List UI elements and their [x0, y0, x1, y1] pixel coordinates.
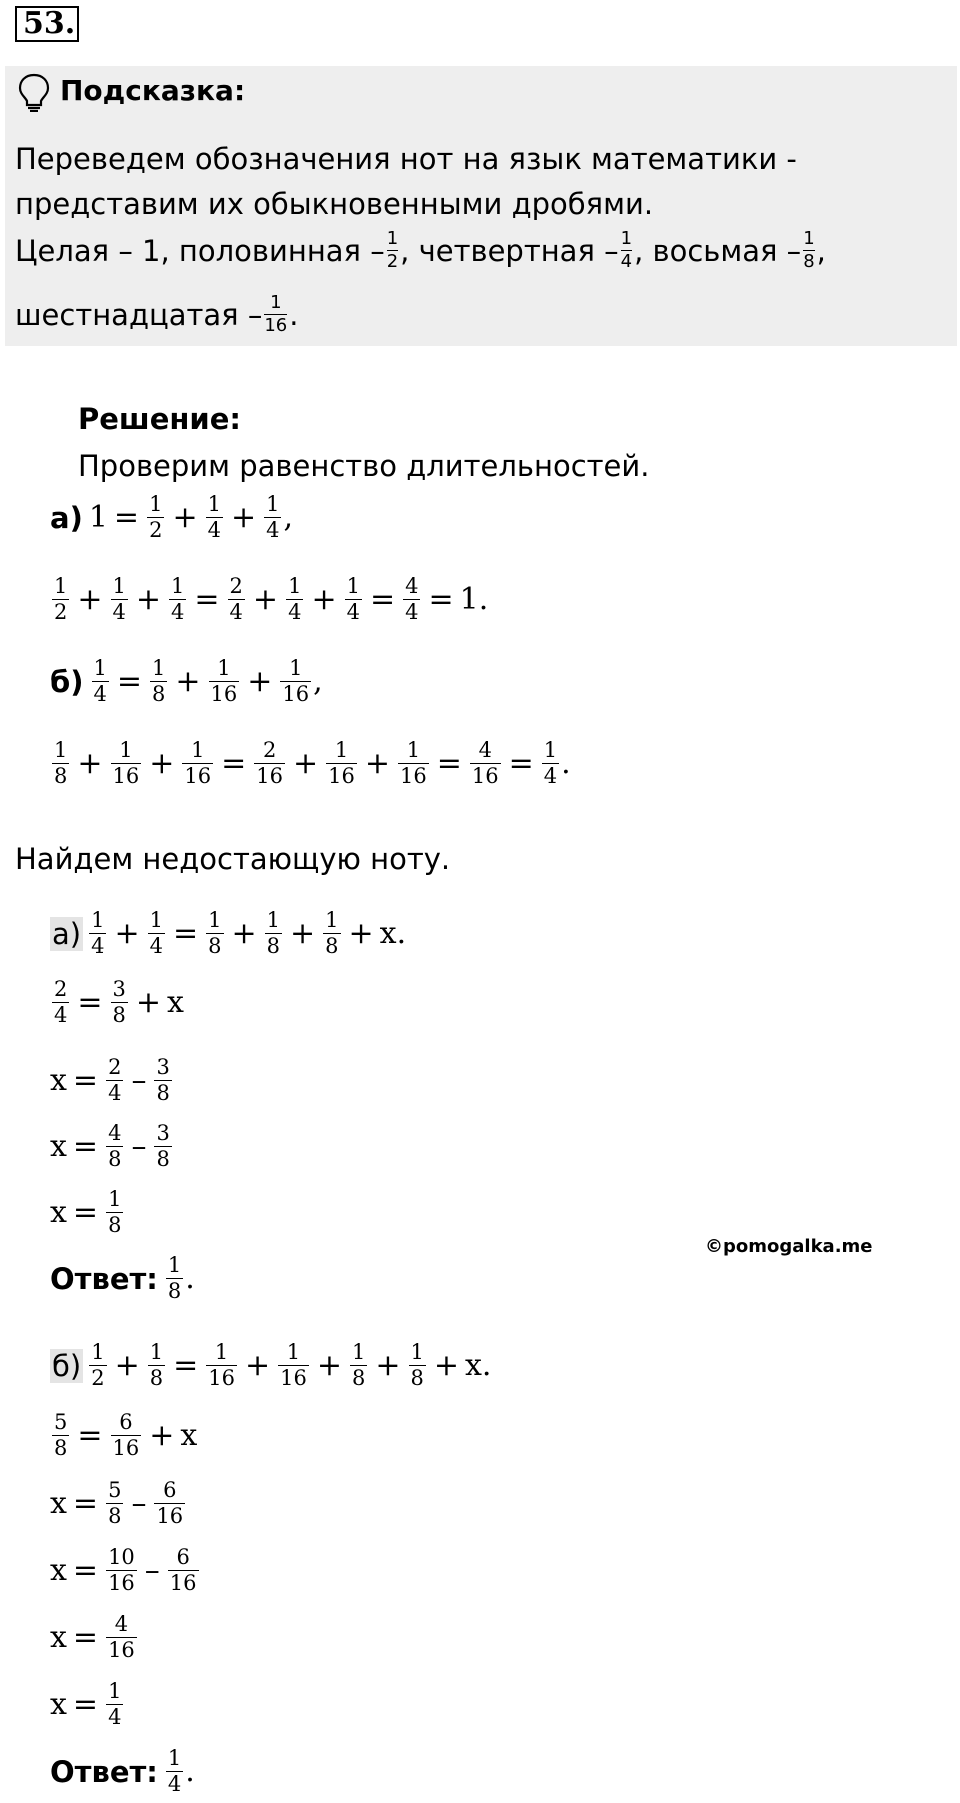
- missing-a-step-2: x = $\frac{2}{4}$ – $\frac{3}{8}$: [50, 1055, 170, 1105]
- missing-b-step-2: x = $\frac{5}{8}$ – $\frac{6}{16}$: [50, 1478, 184, 1528]
- equation-b-check: $\frac{1}{8}$ + $\frac{1}{16}$ + $\frac{1}{16}$ = $\frac{2}{16}$ + $\frac{1}{16}$ + $\frac{1}{16}$ = $\frac{4}{16}$ = $\frac{1}{4}$ .: [54, 738, 571, 788]
- watermark: ©pomogalka.me: [705, 1236, 873, 1257]
- task-number: 53.: [15, 6, 79, 42]
- hint-text: , четвертная –: [400, 233, 619, 268]
- fraction: $\frac{1}{2}$: [386, 228, 399, 272]
- hint-line-2: представим их обыкновенными дробями.: [15, 187, 654, 221]
- equation-b-statement: б) $\frac{1}{4}$ = $\frac{1}{8}$ + $\frac{1}{16}$ + $\frac{1}{16}$ ,: [50, 656, 323, 706]
- missing-b-step-4: x = $\frac{4}{16}$: [50, 1612, 135, 1662]
- missing-b-equation: б) $\frac{1}{2}$ + $\frac{1}{8}$ = $\frac{1}{16}$ + $\frac{1}{16}$ + $\frac{1}{8}$ + $\frac{1}{8}$ + x.: [52, 1340, 492, 1390]
- missing-a-step-4: x = $\frac{1}{8}$: [50, 1187, 122, 1237]
- hint-text: ,: [816, 233, 826, 268]
- solution-title: Решение:: [78, 402, 242, 436]
- hint-line-4: [15, 292, 298, 337]
- missing-b-step-1: $\frac{5}{8}$ = $\frac{6}{16}$ + x: [54, 1410, 198, 1460]
- fraction: $\frac{1}{8}$: [803, 228, 815, 272]
- answer-a: Ответ: $\frac{1}{8}$ .: [50, 1253, 195, 1303]
- equation-a-statement: а) 1 = $\frac{1}{2}$ + $\frac{1}{4}$ + $\frac{1}{4}$ ,: [50, 492, 294, 542]
- missing-b-step-3: x = $\frac{10}{16}$ – $\frac{6}{16}$: [50, 1545, 197, 1595]
- hint-text: Целая – 1, половинная –: [15, 233, 385, 268]
- hint-text: .: [289, 297, 299, 332]
- solution-intro: Проверим равенство длительностей.: [78, 449, 650, 483]
- fraction: $\frac{1}{16}$: [264, 292, 288, 336]
- hint-line-3: [15, 228, 826, 273]
- missing-b-step-5: x = $\frac{1}{4}$: [50, 1679, 122, 1729]
- hint-title: Подсказка:: [60, 74, 246, 107]
- missing-a-equation: а) $\frac{1}{4}$ + $\frac{1}{4}$ = $\frac{1}{8}$ + $\frac{1}{8}$ + $\frac{1}{8}$ + x.: [52, 908, 407, 958]
- fraction: $\frac{1}{4}$: [620, 228, 633, 272]
- hint-text: , восьмая –: [634, 233, 802, 268]
- answer-b: Ответ: $\frac{1}{4}$ .: [50, 1746, 195, 1796]
- hint-line-1: Переведем обозначения нот на язык математики -: [15, 142, 797, 176]
- missing-a-step-3: x = $\frac{4}{8}$ – $\frac{3}{8}$: [50, 1121, 170, 1171]
- find-missing-text: Найдем недостающую ноту.: [15, 842, 451, 876]
- equation-a-check: $\frac{1}{2}$ + $\frac{1}{4}$ + $\frac{1}{4}$ = $\frac{2}{4}$ + $\frac{1}{4}$ + $\frac{1}{4}$ = $\frac{4}{4}$ = 1.: [54, 574, 489, 624]
- lightbulb-icon: [16, 72, 52, 112]
- hint-text: шестнадцатая –: [15, 297, 263, 332]
- missing-a-step-1: $\frac{2}{4}$ = $\frac{3}{8}$ + x: [54, 977, 184, 1027]
